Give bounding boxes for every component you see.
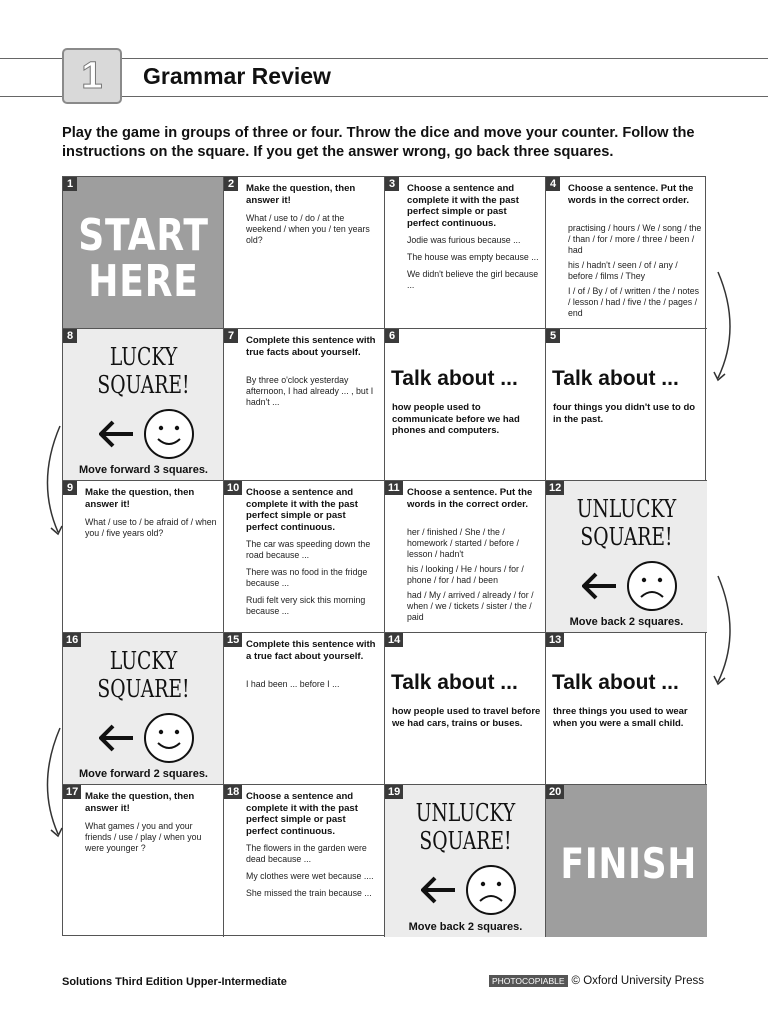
- talk-about-heading: Talk about ...: [391, 671, 518, 694]
- square-line: I had been ... before I ...: [246, 679, 340, 689]
- photocopiable-badge: PHOTOCOPIABLE: [489, 975, 568, 987]
- lucky-line-1: UNLUCKY: [415, 799, 516, 827]
- square-line: The house was empty because ...: [407, 252, 539, 262]
- square-instruction: Choose a sentence and complete it with the past perfect simple or past perfect continuous.: [246, 487, 358, 533]
- lucky-line-2: SQUARE!: [97, 371, 190, 399]
- square-line: What games / you and your friends / use / play / when you were younger ?: [85, 821, 202, 853]
- square-number: 18: [224, 785, 242, 799]
- lucky-line-2: SQUARE!: [580, 523, 673, 551]
- unit-number: 1: [81, 54, 103, 97]
- square-line: her / finished / She / the / homework / started / before / lesson / hadn't: [407, 527, 519, 559]
- square-instruction: Complete this sentence with a true fact about yourself.: [246, 639, 376, 662]
- lucky-label: [81, 647, 207, 703]
- lucky-line-1: UNLUCKY: [576, 495, 677, 523]
- square-line: Rudi felt very sick this morning because ...: [246, 595, 366, 616]
- unlucky-label: [403, 799, 529, 855]
- square-number: 3: [385, 177, 399, 191]
- footer-book-title: Solutions Third Edition Upper-Intermediate: [62, 976, 287, 988]
- square-instruction: Complete this sentence with true facts about yourself.: [246, 335, 376, 358]
- square-number: 6: [385, 329, 399, 343]
- curved-down-arrow-icon: [36, 422, 66, 542]
- square-3: [385, 177, 546, 329]
- talk-about-topic: how people used to travel before we had cars, trains or buses.: [392, 706, 541, 729]
- square-5: [546, 329, 707, 481]
- square-line: The car was speeding down the road because ...: [246, 539, 371, 560]
- lucky-label: [81, 343, 207, 399]
- unit-number-box: [62, 48, 122, 104]
- square-4: [546, 177, 707, 329]
- square-number: 15: [224, 633, 242, 647]
- square-number: 11: [385, 481, 403, 495]
- square-number: 12: [546, 481, 564, 495]
- talk-about-topic: how people used to communicate before we had phones and computers.: [392, 402, 520, 436]
- square-number: 14: [385, 633, 403, 647]
- square-instruction: Choose a sentence. Put the words in the correct order.: [568, 183, 694, 206]
- square-number: 16: [63, 633, 81, 647]
- page-title: Grammar Review: [143, 63, 331, 89]
- square-number: 13: [546, 633, 564, 647]
- square-number: 8: [63, 329, 77, 343]
- square-number: 7: [224, 329, 238, 343]
- curved-down-arrow-icon: [712, 268, 742, 388]
- square-line: his / looking / He / hours / for / phone / for / had / been: [407, 564, 524, 585]
- square-line: What / use to / do / at the weekend / when you / ten years old?: [246, 213, 370, 245]
- square-11: [385, 481, 546, 633]
- square-number: 5: [546, 329, 560, 343]
- square-16: [63, 633, 224, 785]
- move-instruction: Move forward 2 squares.: [79, 768, 208, 780]
- square-8: [63, 329, 224, 481]
- square-number: 4: [546, 177, 560, 191]
- talk-about-heading: Talk about ...: [552, 671, 679, 694]
- square-2: [224, 177, 385, 329]
- square-14: [385, 633, 546, 785]
- square-number: 20: [546, 785, 564, 799]
- square-instruction: Choose a sentence and complete it with the past perfect simple or past perfect continuous.: [246, 791, 358, 837]
- lucky-line-1: LUCKY: [109, 343, 178, 371]
- talk-about-heading: Talk about ...: [391, 367, 518, 390]
- square-9: [63, 481, 224, 633]
- square-instruction: Make the question, then answer it!: [246, 183, 356, 206]
- square-15: [224, 633, 385, 785]
- square-line: his / hadn't / seen / of / any / before / films / They: [568, 260, 678, 281]
- square-line: What / use to / be afraid of / when you / five years old?: [85, 517, 217, 538]
- square-number: 10: [224, 481, 242, 495]
- square-10: [224, 481, 385, 633]
- start-text: START: [78, 210, 209, 261]
- curved-down-arrow-icon: [36, 724, 66, 844]
- square-17: [63, 785, 224, 937]
- square-instruction: Make the question, then answer it!: [85, 487, 195, 510]
- talk-about-topic: four things you didn't use to do in the past.: [553, 402, 696, 425]
- square-6: [385, 329, 546, 481]
- square-number: 2: [224, 177, 238, 191]
- finish-text: FINISH: [560, 839, 698, 888]
- square-line: There was no food in the fridge because ...: [246, 567, 368, 588]
- square-line: practising / hours / We / song / the / than / for / more / three / been / had: [568, 223, 702, 255]
- unlucky-label: [564, 495, 690, 551]
- game-board: [62, 176, 706, 936]
- square-7: [224, 329, 385, 481]
- square-20: [546, 785, 707, 937]
- square-line: We didn't believe the girl because ...: [407, 269, 539, 290]
- instructions-paragraph: Play the game in groups of three or four. Throw the dice and move your counter. Follow the instructions on the square. If you get the answer wrong, go back three squares.: [62, 125, 695, 160]
- left-arrow-smiley-icon: [99, 711, 195, 765]
- square-18: [224, 785, 385, 937]
- square-line: Jodie was furious because ...: [407, 235, 521, 245]
- move-instruction: Move back 2 squares.: [408, 921, 523, 933]
- square-number: 19: [385, 785, 403, 799]
- move-instruction: Move forward 3 squares.: [79, 464, 208, 476]
- copyright-text: © Oxford University Press: [571, 975, 704, 987]
- square-line: My clothes were wet because ....: [246, 871, 374, 881]
- square-line: had / My / arrived / already / for / when / we / tickets / sister / the / paid: [407, 590, 534, 622]
- move-instruction: Move back 2 squares.: [569, 616, 684, 628]
- square-line: I / of / By / of / written / the / notes / lesson / had / five / the / pages / end: [568, 286, 700, 318]
- square-1: [63, 177, 224, 329]
- square-number: 1: [63, 177, 77, 191]
- square-line: The flowers in the garden were dead because ...: [246, 843, 367, 864]
- talk-about-heading: Talk about ...: [552, 367, 679, 390]
- square-number: 17: [63, 785, 81, 799]
- square-line: She missed the train because ...: [246, 888, 372, 898]
- footer-copyright: [489, 975, 704, 987]
- square-instruction: Choose a sentence. Put the words in the correct order.: [407, 487, 533, 510]
- square-12: [546, 481, 707, 633]
- lucky-line-1: LUCKY: [109, 647, 178, 675]
- left-arrow-sad-face-icon: [421, 863, 517, 917]
- left-arrow-sad-face-icon: [582, 559, 678, 613]
- square-number: 9: [63, 481, 77, 495]
- lucky-line-2: SQUARE!: [97, 675, 190, 703]
- lucky-line-2: SQUARE!: [419, 827, 512, 855]
- left-arrow-smiley-icon: [99, 407, 195, 461]
- square-line: By three o'clock yesterday afternoon, I had already ... , but I hadn't ...: [246, 375, 374, 407]
- square-instruction: Make the question, then answer it!: [85, 791, 195, 814]
- talk-about-topic: three things you used to wear when you were a small child.: [553, 706, 688, 729]
- square-instruction: Choose a sentence and complete it with the past perfect simple or past perfect continuous.: [407, 183, 519, 229]
- square-19: [385, 785, 546, 937]
- here-text: HERE: [88, 256, 199, 307]
- square-13: [546, 633, 707, 785]
- curved-down-arrow-icon: [712, 572, 742, 692]
